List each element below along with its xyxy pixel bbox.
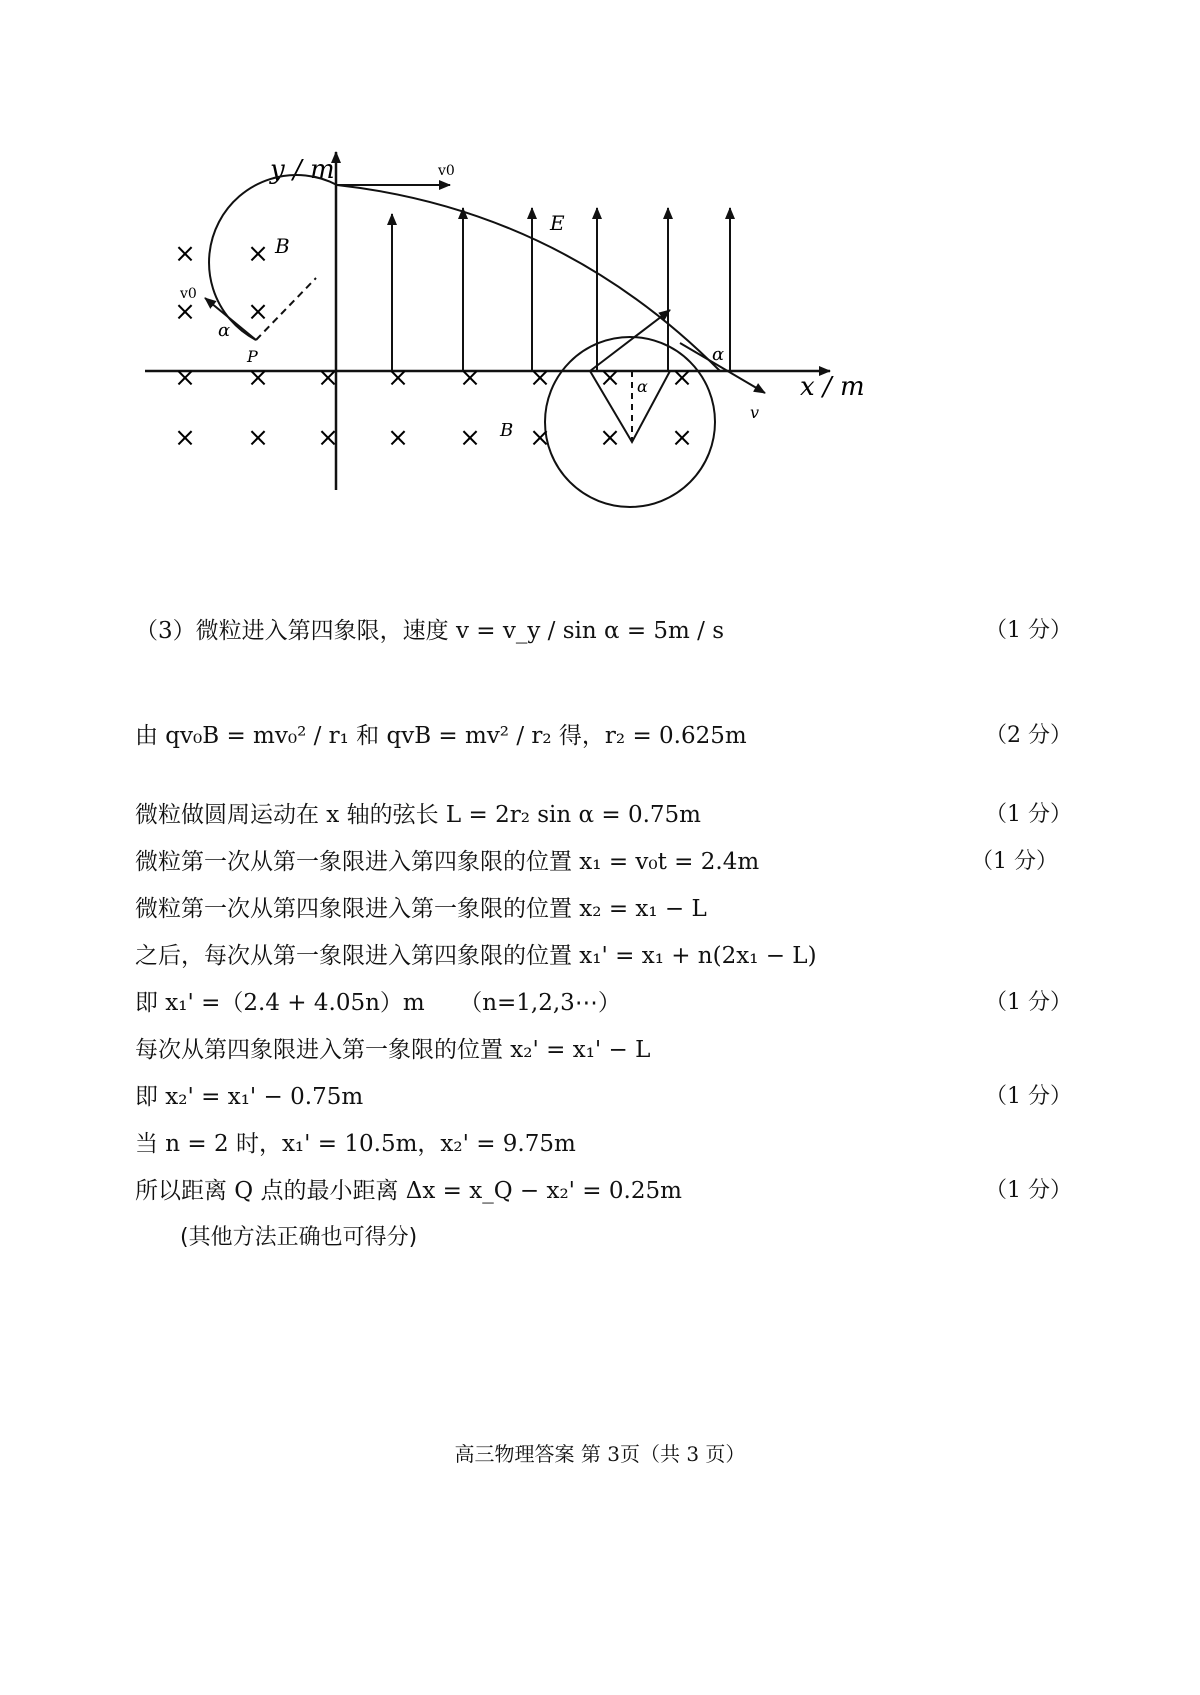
cross: × bbox=[247, 297, 269, 327]
solution-line: 当 n = 2 时，x₁' = 10.5m，x₂' = 9.75m bbox=[135, 1131, 576, 1157]
v0-top-label: v0 bbox=[438, 163, 455, 179]
score: （1 分） bbox=[985, 1084, 1072, 1109]
v-label: v bbox=[750, 403, 760, 422]
P-label: P bbox=[247, 347, 258, 366]
magnetic-field-crosses bbox=[174, 239, 693, 453]
v0-left-label: v0 bbox=[180, 286, 197, 302]
cross: × bbox=[529, 423, 551, 453]
solution-line: 即 x₁' =（2.4 + 4.05n）m （n=1,2,3⋯） bbox=[135, 990, 621, 1016]
cross: × bbox=[671, 423, 693, 453]
y-axis-label: y / m bbox=[270, 155, 335, 185]
solution-line: 微粒做圆周运动在 x 轴的弦长 L = 2r₂ sin α = 0.75m bbox=[135, 802, 701, 828]
alpha-right: α bbox=[712, 344, 725, 365]
cross: × bbox=[671, 363, 693, 393]
cross: × bbox=[174, 239, 196, 269]
cross: × bbox=[247, 239, 269, 269]
solution-line: 微粒第一次从第四象限进入第一象限的位置 x₂ = x₁ − L bbox=[135, 896, 707, 922]
cross: × bbox=[317, 423, 339, 453]
cross: × bbox=[599, 363, 621, 393]
solution-line: 之后，每次从第一象限进入第四象限的位置 x₁' = x₁ + n(2x₁ − L) bbox=[135, 943, 817, 969]
solution-line: 微粒第一次从第一象限进入第四象限的位置 x₁ = v₀t = 2.4m bbox=[135, 849, 760, 875]
cross: × bbox=[174, 423, 196, 453]
trajectory-upper-arc bbox=[209, 175, 337, 340]
score: （1 分） bbox=[971, 849, 1058, 874]
cross: × bbox=[459, 363, 481, 393]
B-upper-label: B bbox=[275, 234, 290, 258]
score: （2 分） bbox=[985, 723, 1072, 748]
cross: × bbox=[387, 423, 409, 453]
solution-line: （3）微粒进入第四象限，速度 v = v_y / sin α = 5m / s bbox=[135, 618, 725, 644]
cross: × bbox=[459, 423, 481, 453]
physics-diagram bbox=[140, 150, 880, 570]
B-lower-label: B bbox=[500, 420, 514, 441]
score: （1 分） bbox=[985, 990, 1072, 1015]
cross: × bbox=[387, 363, 409, 393]
cross: × bbox=[247, 363, 269, 393]
cross: × bbox=[247, 423, 269, 453]
solution-line: 每次从第四象限进入第一象限的位置 x₂' = x₁' − L bbox=[135, 1037, 651, 1063]
cross: × bbox=[174, 363, 196, 393]
cross: × bbox=[317, 363, 339, 393]
alpha-center: α bbox=[637, 377, 648, 396]
x-axis-label: x / m bbox=[800, 372, 865, 402]
score: （1 分） bbox=[985, 1178, 1072, 1203]
solution-line: 即 x₂' = x₁' − 0.75m bbox=[135, 1084, 364, 1110]
cross: × bbox=[599, 423, 621, 453]
cross: × bbox=[174, 297, 196, 327]
alpha-left: α bbox=[218, 320, 231, 341]
E-label: E bbox=[550, 211, 565, 235]
score: （1 分） bbox=[985, 618, 1072, 643]
velocity-up-arrow bbox=[590, 310, 670, 371]
page-footer: 高三物理答案 第 3页（共 3 页） bbox=[454, 1442, 746, 1466]
solution-note: (其他方法正确也可得分) bbox=[180, 1225, 418, 1250]
solution-line: 由 qv₀B = mv₀² / r₁ 和 qvB = mv² / r₂ 得，r₂ = 0.625m bbox=[135, 723, 747, 749]
score: （1 分） bbox=[985, 802, 1072, 827]
cross: × bbox=[529, 363, 551, 393]
solution-line: 所以距离 Q 点的最小距离 Δx = x_Q − x₂' = 0.25m bbox=[135, 1178, 682, 1204]
